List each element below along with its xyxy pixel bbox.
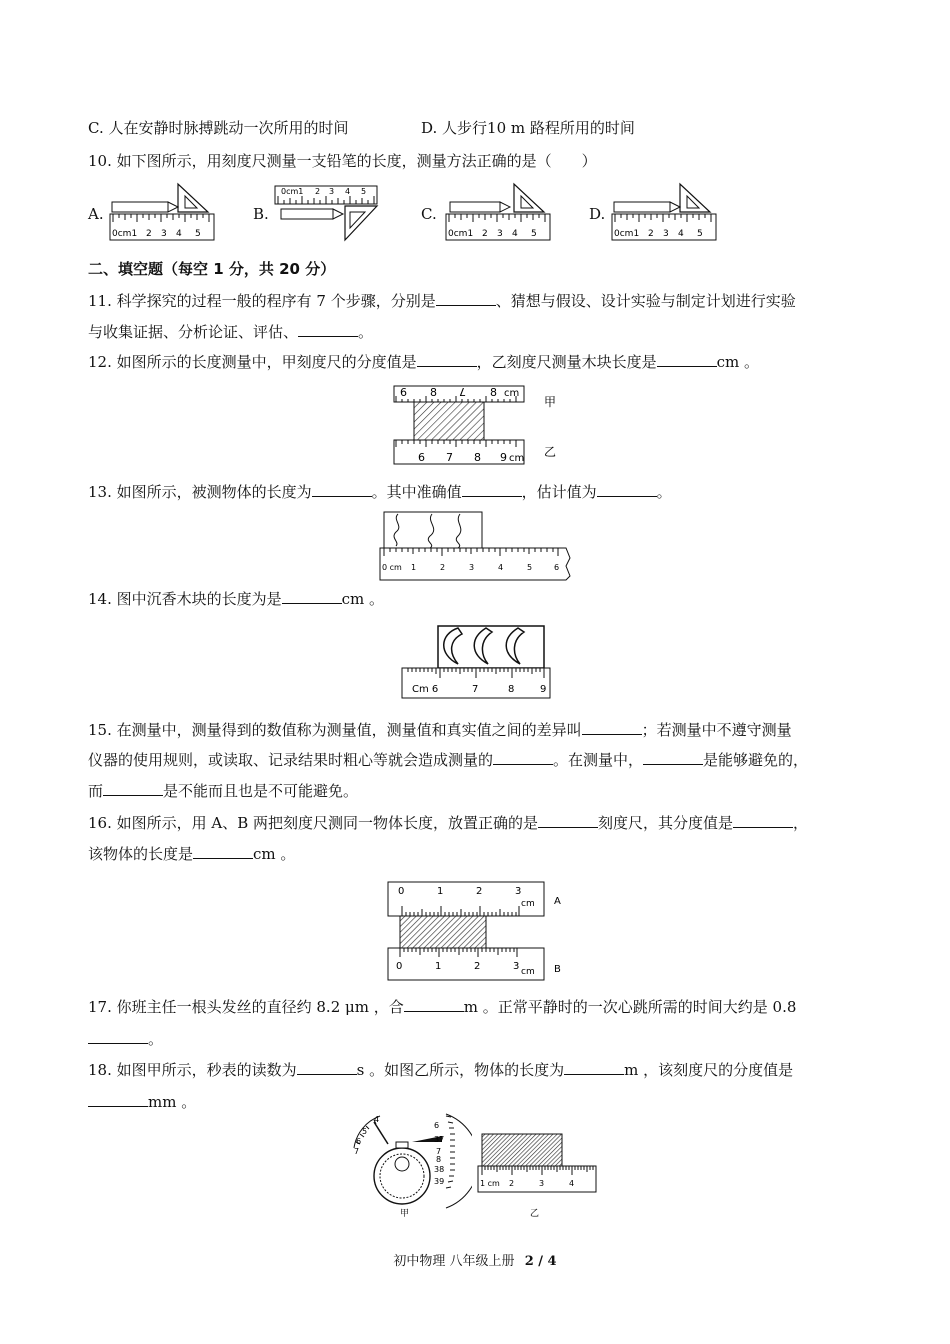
scale-label: 5	[362, 1127, 368, 1136]
tick-label: 0cm1	[281, 187, 304, 196]
q12-line	[88, 352, 759, 372]
answer-blank[interactable]	[538, 813, 598, 828]
q16-text: cm 。	[253, 845, 296, 863]
q15-text: ；若测量中不遵守测量	[641, 721, 792, 739]
q15-text: 。在测量中，	[553, 751, 644, 769]
pencil-body	[112, 202, 168, 212]
q14-text: 14. 图中沉香木块的长度为是	[88, 590, 282, 608]
answer-blank[interactable]	[436, 291, 496, 306]
tick-label: cm	[509, 453, 525, 464]
q14-text: cm 。	[341, 590, 385, 608]
q10-label-d: D.	[589, 205, 606, 223]
q13-line	[88, 482, 672, 502]
scale-label: 38	[434, 1165, 445, 1174]
q13-text: ，估计值为	[521, 483, 597, 501]
tick-label: 3	[161, 229, 167, 239]
tick-label: 2	[482, 229, 488, 239]
tick-label: 8	[430, 386, 437, 399]
q17-line-1	[88, 997, 796, 1017]
section-title: 二、填空题（每空 1 分，共 20 分）	[88, 260, 336, 278]
tick-label: 2	[476, 886, 483, 897]
q10-stem	[88, 151, 597, 171]
q10-stem-text: 10. 如下图所示，用刻度尺测量一支铅笔的长度，测量方法正确的是（ ）	[88, 152, 597, 170]
tick-label: 9	[500, 451, 507, 464]
q9-option-c	[88, 118, 348, 138]
q17-text: m 。正常平静时的一次心跳所需的时间大约是 0.8	[463, 998, 797, 1016]
tick-label: 3	[497, 229, 503, 239]
tick-label: cm	[504, 388, 520, 399]
pencil-tip	[670, 202, 680, 212]
q12-text: ，乙刻度尺测量木块长度是	[476, 353, 657, 371]
label-yi: 乙	[544, 445, 557, 459]
q11-text: 与收集证据、分析论证、评估、	[88, 323, 299, 341]
q13-figure	[378, 510, 574, 582]
scale-label: 37	[434, 1135, 445, 1144]
label-jia: 甲	[400, 1209, 410, 1219]
tick-label: 1	[411, 563, 417, 572]
label-b: B	[554, 964, 561, 975]
tick-label: 6	[418, 451, 425, 464]
q11-line-2	[88, 322, 373, 342]
q15-text: 而	[88, 782, 104, 800]
q9-option-c-text: C. 人在安静时脉搏跳动一次所用的时间	[88, 119, 349, 137]
q18-line-1	[88, 1060, 793, 1080]
q12-figure	[388, 384, 568, 468]
tick-label: 0cm1	[614, 229, 640, 239]
page-number: 2 / 4	[524, 1254, 557, 1269]
q10-label-b: B.	[253, 205, 269, 223]
triangle-ruler-inner	[350, 212, 365, 228]
tick-label: 4	[176, 229, 182, 239]
answer-blank[interactable]	[88, 1029, 148, 1044]
tick-label: 2	[146, 229, 152, 239]
q11-line-1	[88, 291, 796, 311]
tick-label: 5	[697, 229, 703, 239]
tick-label: 0cm1	[448, 229, 474, 239]
label-jia: 甲	[544, 395, 557, 409]
tick-label: 4	[345, 187, 351, 196]
tick-label: 6	[400, 386, 407, 399]
tick-label: 1	[437, 886, 444, 897]
tick-label: 5	[531, 229, 537, 239]
tick-label: 0 cm	[382, 563, 402, 572]
q18-text: 18. 如图甲所示，秒表的读数为	[88, 1061, 297, 1079]
tick-label: 9	[540, 684, 547, 695]
answer-blank[interactable]	[733, 813, 793, 828]
tick-label: 0	[398, 886, 405, 897]
tick-label: 4	[498, 563, 504, 572]
answer-blank[interactable]	[564, 1060, 624, 1075]
q18-text: s 。如图乙所示，物体的长度为	[356, 1061, 565, 1079]
tick-label: 3	[469, 563, 475, 572]
q17-text: 。	[148, 1030, 164, 1048]
answer-blank[interactable]	[597, 482, 657, 497]
q16-text: 该物体的长度是	[88, 845, 194, 863]
stopwatch-crown	[396, 1142, 408, 1148]
q10-figure-b	[273, 182, 385, 244]
scale-label: 6	[356, 1137, 362, 1146]
pencil-tip	[333, 209, 343, 219]
q11-text: 。	[358, 323, 374, 341]
measured-object	[384, 512, 482, 548]
pencil-body	[281, 209, 333, 219]
tick-label: 3	[663, 229, 669, 239]
q15-text: 仪器的使用规则，或读取、记录结果时粗心等就会造成测量的	[88, 751, 494, 769]
tick-label: 2	[648, 229, 654, 239]
answer-blank[interactable]	[657, 352, 717, 367]
q15-text: 是能够避免的，	[703, 751, 809, 769]
q15-text: 是不能而且也是不可能避免。	[163, 782, 359, 800]
q15-line-3	[88, 781, 358, 801]
q17-text: 17. 你班主任一根头发丝的直径约 8.2 μm ，合	[88, 998, 404, 1016]
answer-blank[interactable]	[193, 844, 253, 859]
tick-label: 2	[440, 563, 446, 572]
q15-text: 15. 在测量中，测量得到的数值称为测量值，测量值和真实值之间的差异叫	[88, 721, 582, 739]
footer-subject: 初中物理 八年级上册	[393, 1254, 515, 1269]
wood-block	[414, 402, 484, 440]
tick-label: 0	[396, 961, 403, 972]
answer-blank[interactable]	[643, 750, 703, 765]
pencil-body	[614, 202, 670, 212]
tick-label: 4	[569, 1179, 575, 1188]
tick-label: 4	[678, 229, 684, 239]
q18-ruler-figure	[476, 1130, 600, 1220]
scale-label: 7	[354, 1147, 360, 1156]
q10-figure-d	[610, 182, 722, 244]
q12-text: 12. 如图所示的长度测量中，甲刻度尺的分度值是	[88, 353, 417, 371]
tick-label: 3	[513, 961, 520, 972]
tick-label: 0cm1	[112, 229, 138, 239]
triangle-ruler-inner	[687, 196, 699, 208]
tick-label: 5	[527, 563, 533, 572]
q10-label-a: A.	[88, 205, 104, 223]
ruler	[380, 548, 570, 580]
q16-line-1	[88, 813, 808, 833]
tick-label: 5	[361, 187, 367, 196]
tick-label: 6	[554, 563, 560, 572]
stopwatch-pointer	[374, 1122, 388, 1144]
dial-scale-ticks	[446, 1116, 455, 1188]
pencil-tip	[500, 202, 510, 212]
tick-label: 3	[329, 187, 335, 196]
scale-label: 39	[434, 1177, 445, 1186]
q16-text: ，	[793, 814, 809, 832]
q9-option-d-text: D. 人步行10 m 路程所用的时间	[421, 119, 635, 137]
answer-blank[interactable]	[404, 997, 464, 1012]
answer-blank[interactable]	[297, 1060, 357, 1075]
q14-line	[88, 589, 384, 609]
q13-text: 。	[656, 483, 672, 501]
answer-blank[interactable]	[103, 781, 163, 796]
pencil-tip	[168, 202, 178, 212]
label-yi: 乙	[530, 1209, 540, 1219]
q16-text: 刻度尺，其分度值是	[598, 814, 734, 832]
answer-blank[interactable]	[282, 589, 342, 604]
q10-figure-c	[444, 182, 556, 244]
tick-label: 3	[539, 1179, 545, 1188]
tick-label: 1	[435, 961, 442, 972]
q13-text: 13. 如图所示，被测物体的长度为	[88, 483, 312, 501]
tick-label: 2	[474, 961, 481, 972]
unit-label: cm	[521, 899, 535, 909]
q18-stopwatch-figure	[350, 1112, 472, 1220]
q12-text: cm 。	[716, 353, 760, 371]
tick-label: 4	[512, 229, 518, 239]
label-a: A	[554, 896, 561, 907]
scale-label: 6	[434, 1121, 440, 1130]
tick-label: 2	[509, 1179, 515, 1188]
measured-object	[400, 916, 486, 948]
pencil-body	[450, 202, 500, 212]
q10-figure-a	[108, 182, 220, 244]
tick-label: 7	[472, 684, 479, 695]
q18-line-2	[88, 1092, 196, 1112]
tick-label: Cm 6	[412, 684, 439, 695]
unit-label: cm	[521, 967, 535, 977]
q9-option-d	[421, 118, 635, 138]
answer-blank[interactable]	[493, 750, 553, 765]
tick-label: 5	[195, 229, 201, 239]
q15-line-1	[88, 720, 792, 740]
answer-blank[interactable]	[88, 1092, 148, 1107]
q17-line-2	[88, 1029, 163, 1049]
tick-label: 8	[474, 451, 481, 464]
q16-text: 16. 如图所示，用 A、B 两把刻度尺测同一物体长度，放置正确的是	[88, 814, 539, 832]
q18-text: mm 。	[148, 1093, 197, 1111]
page-footer	[0, 1250, 950, 1269]
q16-figure	[384, 880, 574, 984]
q18-text: m ，该刻度尺的分度值是	[624, 1061, 794, 1079]
tick-label: 7	[446, 451, 453, 464]
triangle-ruler-inner	[185, 196, 197, 208]
tick-label: 8	[490, 386, 497, 399]
stopwatch-subdial	[395, 1157, 409, 1171]
triangle-ruler-inner	[521, 196, 533, 208]
answer-blank[interactable]	[462, 482, 522, 497]
tick-label: 7	[459, 385, 466, 398]
q11-text: 、猜想与假设、设计实验与制定计划进行实验	[495, 292, 796, 310]
q15-line-2	[88, 750, 808, 770]
scale-label: 8	[436, 1155, 442, 1164]
tick-label: 2	[315, 187, 321, 196]
answer-blank[interactable]	[417, 352, 477, 367]
scale-label: 4	[374, 1115, 380, 1124]
q10-label-c: C.	[421, 205, 437, 223]
scale-label: 7	[436, 1147, 442, 1156]
q11-text: 11. 科学探究的过程一般的程序有 7 个步骤，分别是	[88, 292, 436, 310]
q13-text: 。其中准确值	[371, 483, 462, 501]
answer-blank[interactable]	[312, 482, 372, 497]
answer-blank[interactable]	[298, 322, 358, 337]
q16-line-2	[88, 844, 295, 864]
tick-label: 8	[508, 684, 515, 695]
measured-object	[482, 1134, 562, 1166]
tick-label: 3	[515, 886, 522, 897]
answer-blank[interactable]	[582, 720, 642, 735]
tick-label: 1 cm	[480, 1179, 500, 1188]
q14-figure	[400, 624, 554, 702]
